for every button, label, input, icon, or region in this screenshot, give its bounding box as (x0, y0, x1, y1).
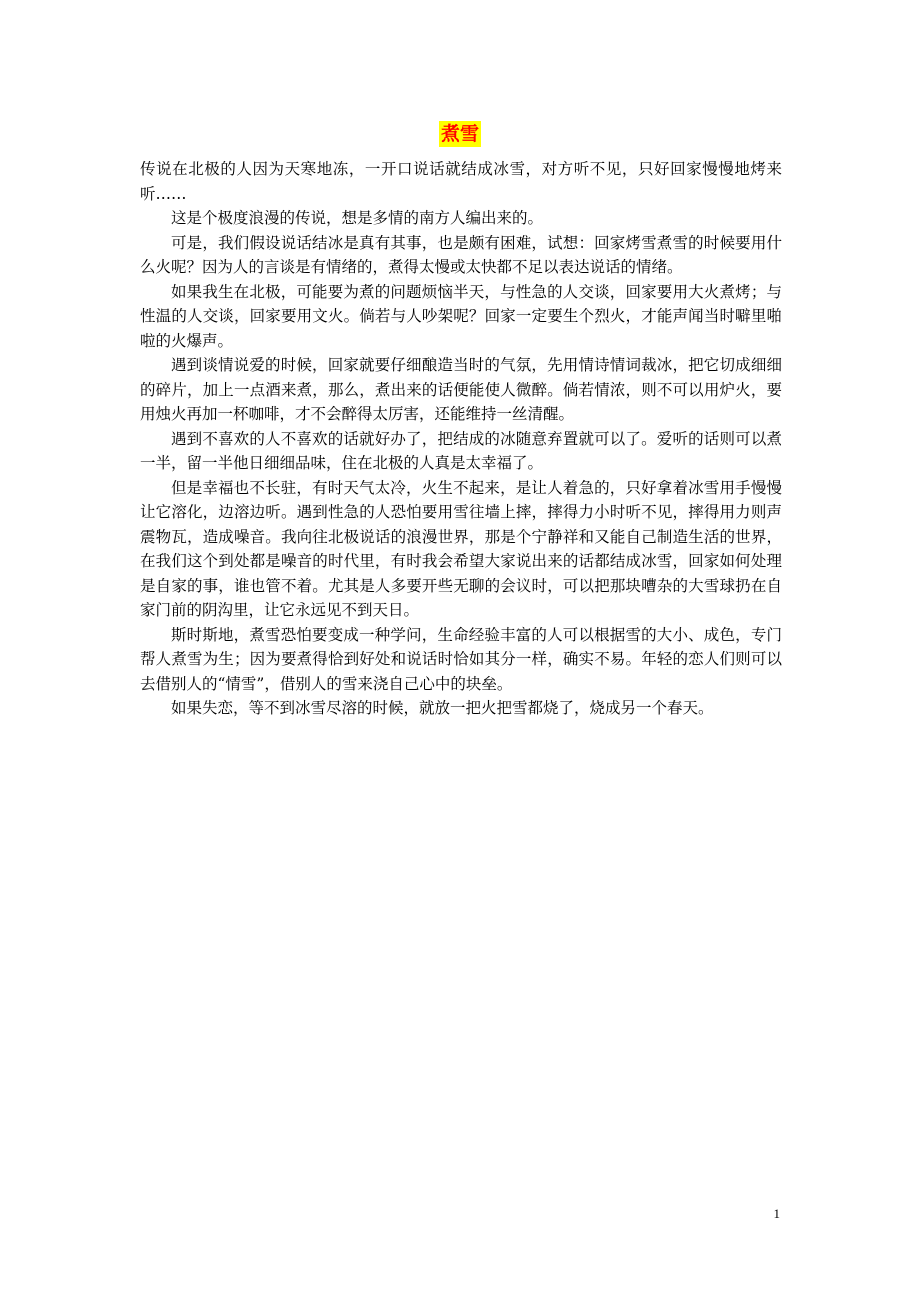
paragraph-7: 但是幸福也不长驻，有时天气太冷，火生不起来，是让人着急的，只好拿着冰雪用手慢慢让它溶化，边溶边听。遇到性急的人恐怕要用雪往墙上摔，摔得力小时听不见，摔得用力则声震物瓦，造成噪音。我向往北极说话的浪漫世界，那是个宁静祥和又能自己制造生活的世界，在我们这个到处都是噪音的时代里，有时我会希望大家说出来的话都结成冰雪，回家如何处理是自家的事，谁也管不着。尤其是人多要开些无聊的会议时，可以把那块嘈杂的大雪球扔在自家门前的阴沟里，让它永远见不到天日。 (140, 478, 782, 619)
paragraph-4: 如果我生在北极，可能要为煮的问题烦恼半天，与性急的人交谈，回家要用大火煮烤；与性温的人交谈，回家要用文火。倘若与人吵架呢？回家一定要生个烈火，才能声闻当时噼里啪啦的火爆声。 (140, 282, 782, 350)
paragraph-8: 斯时斯地，煮雪恐怕要变成一种学问，生命经验丰富的人可以根据雪的大小、成色，专门帮人煮雪为生；因为要煮得恰到好处和说话时恰如其分一样，确实不易。年轻的恋人们则可以去借别人的“情雪”，借别人的雪来浇自己心中的块垒。 (140, 625, 782, 693)
paragraph-3: 可是，我们假设说话结冰是真有其事，也是颇有困难，试想：回家烤雪煮雪的时候要用什么火呢？因为人的言谈是有情绪的，煮得太慢或太快都不足以表达说话的情绪。 (140, 233, 782, 276)
document-body (140, 157, 782, 721)
title-container (0, 121, 920, 147)
page-number: 1 (773, 1206, 780, 1221)
paragraph-5: 遇到谈情说爱的时候，回家就要仔细酿造当时的气氛，先用情诗情词裁冰，把它切成细细的碎片，加上一点酒来煮，那么，煮出来的话便能使人微醉。倘若情浓，则不可以用炉火，要用烛火再加一杯咖啡，才不会醉得太厉害，还能维持一丝清醒。 (140, 356, 782, 423)
paragraph-1: 传说在北极的人因为天寒地冻，一开口说话就结成冰雪，对方听不见，只好回家慢慢地烤来听…… (140, 160, 782, 203)
document-title: 煮雪 (440, 123, 479, 145)
paragraph-9: 如果失恋，等不到冰雪尽溶的时候，就放一把火把雪都烧了，烧成另一个春天。 (171, 699, 714, 717)
paragraph-2: 这是个极度浪漫的传说，想是多情的南方人编出来的。 (171, 209, 544, 227)
paragraph-6: 遇到不喜欢的人不喜欢的话就好办了，把结成的冰随意弃置就可以了。爱听的话则可以煮一半，留一半他日细细品味，住在北极的人真是太幸福了。 (140, 429, 782, 472)
